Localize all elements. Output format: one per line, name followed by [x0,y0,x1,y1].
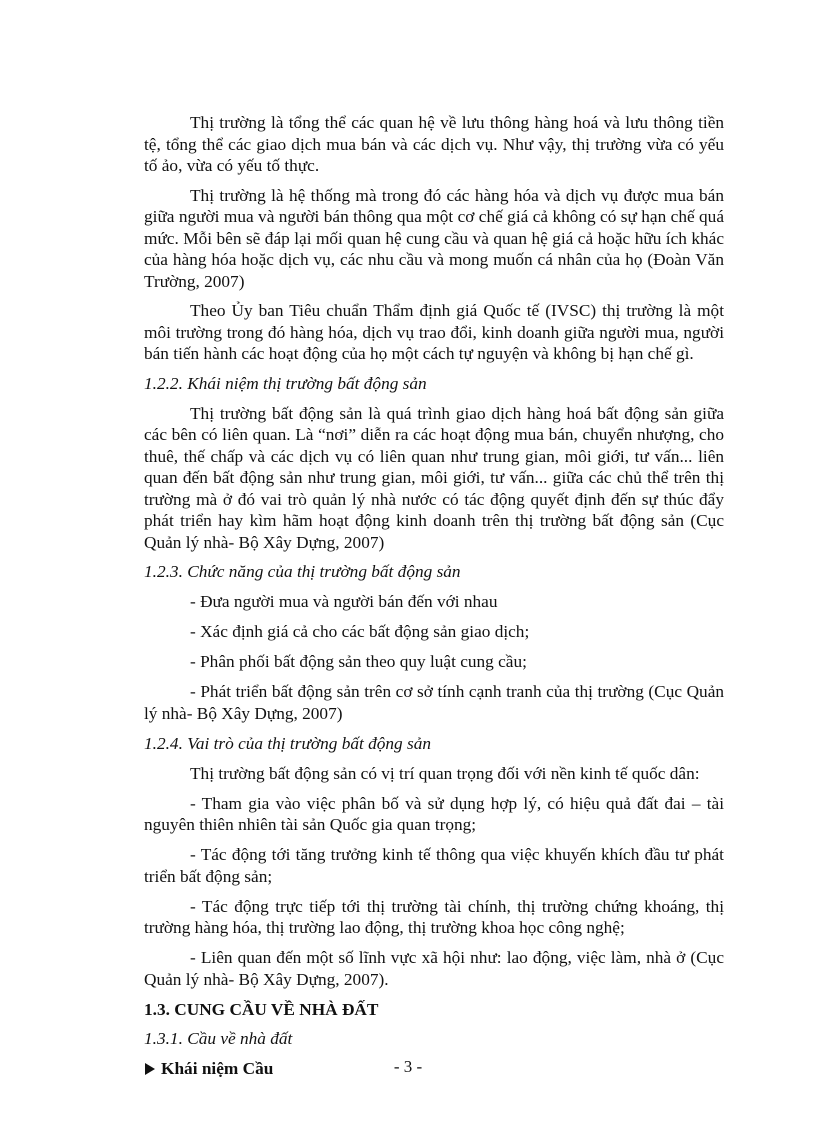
role-item: - Tác động trực tiếp tới thị trường tài chính, thị trường chứng khoáng, thị trường hàng hóa, thị trường lao động, thị trường khoa học công nghệ; [144,896,724,937]
function-item: - Xác định giá cả cho các bất động sản giao dịch; [190,622,530,641]
concept-heading-label: Khái niệm Cầu [161,1059,274,1078]
paragraph-ivsc-definition: Theo Ủy ban Tiêu chuẩn Thẩm định giá Quốc tế (IVSC) thị trường là một môi trường trong đó hàng hóa, dịch vụ trao đổi, kinh doanh giữa người mua, người bán tiến hành các hoạt động của họ một cách tự nguyện và không bị hạn chế gì. [144,301,724,363]
document-page [144,112,724,1080]
function-item: - Phát triển bất động sản trên cơ sở tính cạnh tranh của thị trường (Cục Quản lý nhà- Bộ Xây Dựng, 2007) [144,682,724,723]
page-number: - 3 - [393,1057,423,1076]
role-item: - Liên quan đến một số lĩnh vực xã hội như: lao động, việc làm, nhà ở (Cục Quản lý nhà- Bộ Xây Dựng, 2007). [144,948,724,989]
paragraph-real-estate-market: Thị trường bất động sản là quá trình giao dịch hàng hoá bất động sản giữa các bên có liên quan. Là “nơi” diễn ra các hoạt động mua bán, chuyển nhượng, cho thuê, thế chấp và các dịch vụ có liên quan như trung gian, môi giới, tư vấn... liên quan đến bất động sản như trung gian, môi giới, tư vấn... giữa các chủ thể trên thị trường mà ở đó vai trò quản lý nhà nước có tác động quyết định đến sự thúc đẩy phát triển hay kìm hãm hoạt động kinh doanh trên thị trường bất động sản (Cục Quản lý nhà- Bộ Xây Dựng, 2007) [144,403,724,552]
role-item: - Tham gia vào việc phân bố và sử dụng hợp lý, có hiệu quả đất đai – tài nguyên thiên nhiên tài sản Quốc gia quan trọng; [144,793,724,834]
subheading-1-3-1: 1.3.1. Cầu về nhà đất [144,1029,293,1048]
paragraph-market-definition-2: Thị trường là hệ thống mà trong đó các hàng hóa và dịch vụ được mua bán giữa người mua và người bán thông qua một cơ chế giá cả không có sự hạn chế quá mức. Mỗi bên sẽ đáp lại mối quan hệ cung cầu và quan hệ giá cả hoặc hữu ích khác của hàng hóa hoặc dịch vụ, các nhu cầu và mong muốn cá nhân của họ (Đoàn Văn Trường, 2007) [144,185,724,291]
paragraph-role-intro: Thị trường bất động sản có vị trí quan trọng đối với nền kinh tế quốc dân: [190,763,700,783]
subheading-1-2-4: 1.2.4. Vai trò của thị trường bất động sản [144,733,431,753]
subheading-1-2-2: 1.2.2. Khái niệm thị trường bất động sản [144,373,427,393]
role-item: - Tác động tới tăng trưởng kinh tế thông qua việc khuyến khích đầu tư phát triển bất động sản; [144,845,724,886]
section-heading-1-3: 1.3. CUNG CẦU VỀ NHÀ ĐẤT [144,999,379,1019]
function-item: - Phân phối bất động sản theo quy luật cung cầu; [190,652,527,671]
function-item: - Đưa người mua và người bán đến với nhau [190,592,498,611]
paragraph-market-definition-1: Thị trường là tổng thể các quan hệ về lưu thông hàng hoá và lưu thông tiền tệ, tổng thể các giao dịch mua bán và các dịch vụ. Như vậy, thị trường vừa có yếu tố ảo, vừa có yếu tố thực. [144,113,724,175]
subheading-1-2-3: 1.2.3. Chức năng của thị trường bất động sản [144,562,461,581]
